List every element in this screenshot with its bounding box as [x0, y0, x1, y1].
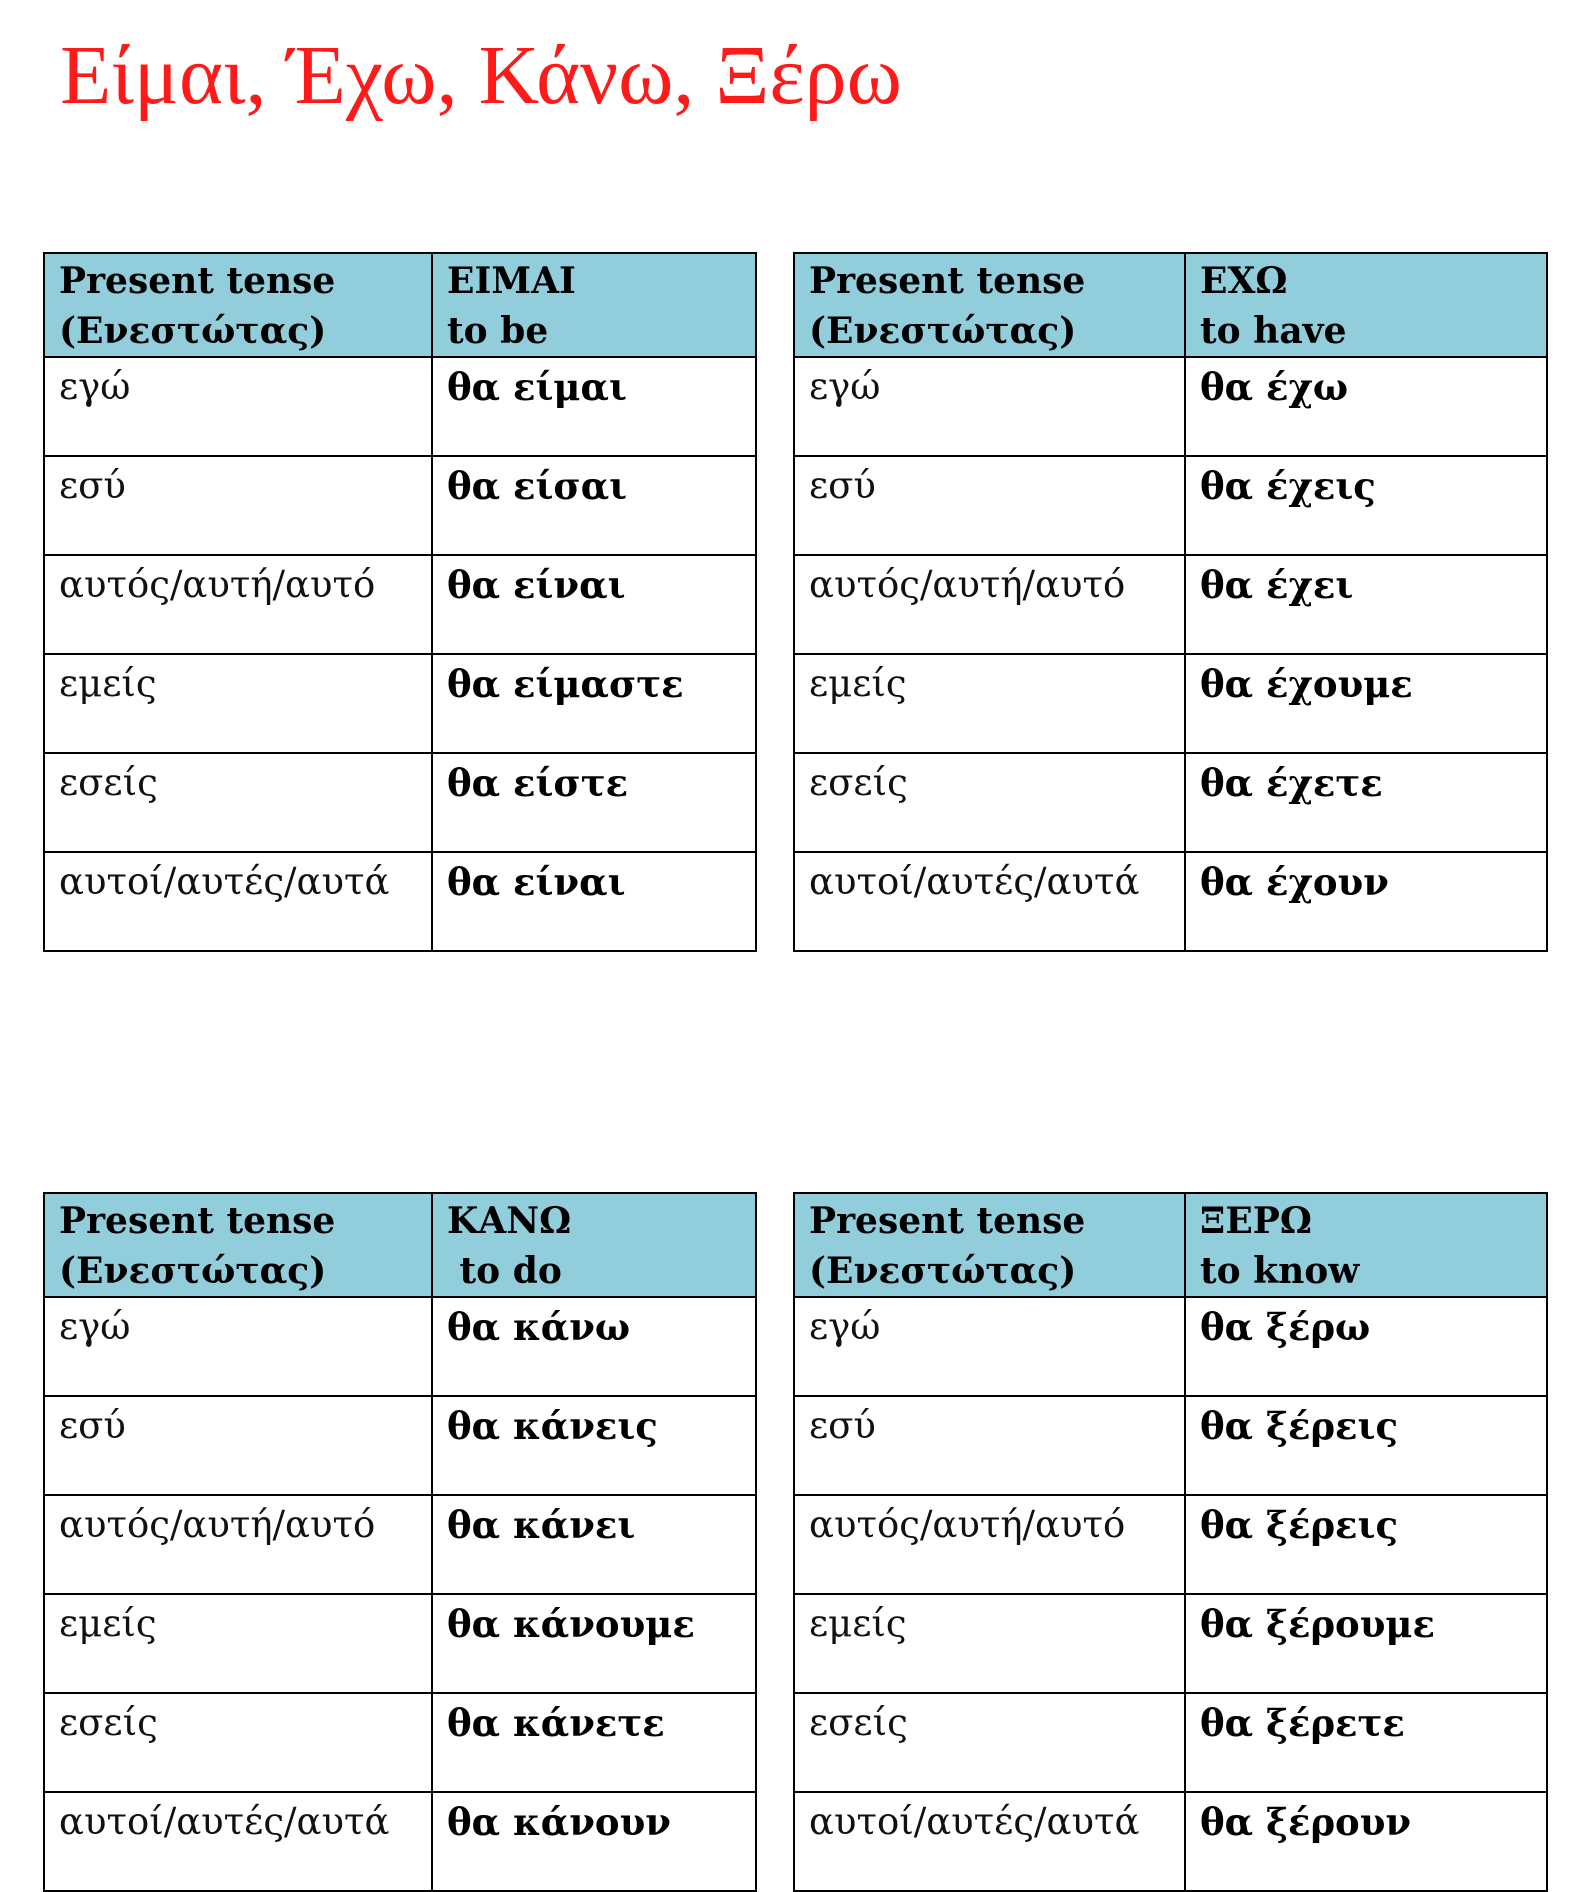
pronoun-cell: αυτός/αυτή/αυτό — [44, 1495, 432, 1594]
conjugation-table-eimai — [43, 252, 757, 952]
table-row — [44, 1297, 756, 1396]
table-row — [44, 654, 756, 753]
pronoun-cell: εσύ — [794, 456, 1185, 555]
header-tense: Present tense (Ενεστώτας) — [44, 1193, 432, 1297]
verb-form-cell: θα έχω — [1185, 357, 1547, 456]
verb-form-cell: θα κάνω — [432, 1297, 756, 1396]
table-row — [44, 1792, 756, 1891]
table-header-row — [44, 253, 756, 357]
pronoun-cell: εγώ — [44, 357, 432, 456]
pronoun-cell: εμείς — [794, 654, 1185, 753]
verb-form-cell: θα είναι — [432, 852, 756, 951]
pronoun-cell: εσύ — [44, 456, 432, 555]
table-header-row — [794, 253, 1547, 357]
table-row — [44, 1396, 756, 1495]
table-header-row — [44, 1193, 756, 1297]
table-row — [44, 1495, 756, 1594]
table-row — [44, 555, 756, 654]
pronoun-cell: εγώ — [794, 1297, 1185, 1396]
table-row — [794, 555, 1547, 654]
pronoun-cell: εσύ — [794, 1396, 1185, 1495]
table-row — [794, 1495, 1547, 1594]
verb-form-cell: θα κάνουμε — [432, 1594, 756, 1693]
table-row — [794, 357, 1547, 456]
page-title: Είμαι, Έχω, Κάνω, Ξέρω — [60, 29, 902, 122]
table-row — [44, 357, 756, 456]
table-row — [44, 456, 756, 555]
table-row — [794, 456, 1547, 555]
header-verb: ΚΑΝΩ to do — [432, 1193, 756, 1297]
table-header-row — [794, 1193, 1547, 1297]
pronoun-cell: εσύ — [44, 1396, 432, 1495]
verb-form-cell: θα έχετε — [1185, 753, 1547, 852]
verb-form-cell: θα είσαι — [432, 456, 756, 555]
verb-form-cell: θα είμαι — [432, 357, 756, 456]
pronoun-cell: εμείς — [794, 1594, 1185, 1693]
verb-form-cell: θα κάνουν — [432, 1792, 756, 1891]
table-row — [44, 1693, 756, 1792]
verb-form-cell: θα ξέρετε — [1185, 1693, 1547, 1792]
conjugation-table-echo — [793, 252, 1548, 952]
conjugation-table-kano — [43, 1192, 757, 1892]
pronoun-cell: αυτοί/αυτές/αυτά — [44, 852, 432, 951]
verb-form-cell: θα είναι — [432, 555, 756, 654]
verb-form-cell: θα κάνεις — [432, 1396, 756, 1495]
table-row — [794, 852, 1547, 951]
pronoun-cell: εμείς — [44, 654, 432, 753]
pronoun-cell: αυτοί/αυτές/αυτά — [794, 1792, 1185, 1891]
verb-form-cell: θα έχουμε — [1185, 654, 1547, 753]
header-verb: ΕΙΜΑΙ to be — [432, 253, 756, 357]
table-row — [794, 1396, 1547, 1495]
pronoun-cell: εσείς — [794, 1693, 1185, 1792]
verb-form-cell: θα είστε — [432, 753, 756, 852]
conjugation-table-xero — [793, 1192, 1548, 1892]
table-row — [44, 753, 756, 852]
verb-form-cell: θα έχει — [1185, 555, 1547, 654]
table-row — [794, 654, 1547, 753]
verb-form-cell: θα είμαστε — [432, 654, 756, 753]
pronoun-cell: αυτοί/αυτές/αυτά — [44, 1792, 432, 1891]
table-row — [794, 1297, 1547, 1396]
pronoun-cell: εσείς — [44, 753, 432, 852]
verb-form-cell: θα ξέρεις — [1185, 1396, 1547, 1495]
table-row — [794, 1693, 1547, 1792]
pronoun-cell: αυτός/αυτή/αυτό — [794, 555, 1185, 654]
pronoun-cell: εγώ — [794, 357, 1185, 456]
header-verb: ΞΕΡΩ to know — [1185, 1193, 1547, 1297]
pronoun-cell: εγώ — [44, 1297, 432, 1396]
verb-form-cell: θα κάνετε — [432, 1693, 756, 1792]
verb-form-cell: θα ξέρουμε — [1185, 1594, 1547, 1693]
pronoun-cell: αυτοί/αυτές/αυτά — [794, 852, 1185, 951]
table-row — [794, 1792, 1547, 1891]
pronoun-cell: εσείς — [794, 753, 1185, 852]
verb-form-cell: θα ξέρω — [1185, 1297, 1547, 1396]
pronoun-cell: εσείς — [44, 1693, 432, 1792]
table-row — [794, 753, 1547, 852]
verb-form-cell: θα έχουν — [1185, 852, 1547, 951]
table-row — [794, 1594, 1547, 1693]
header-tense: Present tense (Ενεστώτας) — [794, 253, 1185, 357]
verb-form-cell: θα έχεις — [1185, 456, 1547, 555]
header-verb: ΕΧΩ to have — [1185, 253, 1547, 357]
pronoun-cell: αυτός/αυτή/αυτό — [44, 555, 432, 654]
verb-form-cell: θα κάνει — [432, 1495, 756, 1594]
table-row — [44, 1594, 756, 1693]
header-tense: Present tense (Ενεστώτας) — [44, 253, 432, 357]
verb-form-cell: θα ξέρουν — [1185, 1792, 1547, 1891]
pronoun-cell: αυτός/αυτή/αυτό — [794, 1495, 1185, 1594]
pronoun-cell: εμείς — [44, 1594, 432, 1693]
header-tense: Present tense (Ενεστώτας) — [794, 1193, 1185, 1297]
table-row — [44, 852, 756, 951]
verb-form-cell: θα ξέρεις — [1185, 1495, 1547, 1594]
